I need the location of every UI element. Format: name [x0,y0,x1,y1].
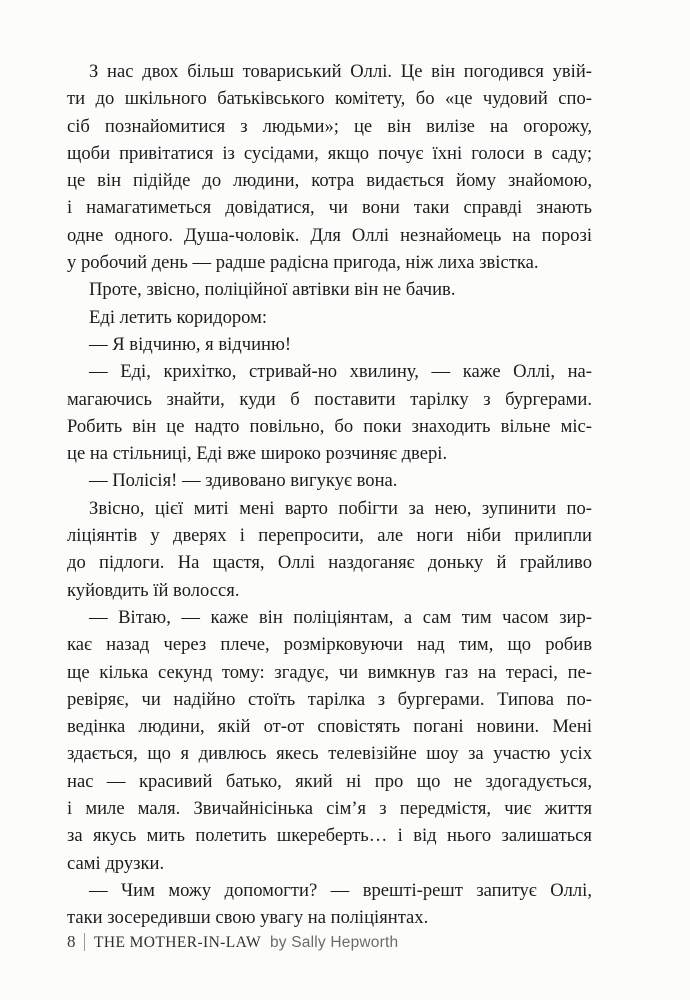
text-line: щоби привітатися із сусідами, якщо почує їхні голоси в саду; [67,142,592,164]
text-line: — Чим можу допомогти? — врешті-решт запитує Оллі, [89,879,592,901]
text-line: куйовдить їй волосся. [67,579,240,601]
text-line: здається, що я дивлюсь якесь телевізійне шоу за участю усіх [67,743,592,765]
text-line: одне одного. Душа-чоловік. Для Оллі незнайомець на порозі [67,224,592,246]
text-line: за якусь мить полетить шкереберть… і від нього залишаться [67,825,592,847]
text-line: Проте, звісно, поліційної автівки він не бачив. [89,279,456,301]
text-line: таки зосередивши свою увагу на поліціянтах. [67,907,429,929]
text-line: до підлоги. На щастя, Оллі наздоганяє доньку й грайливо [67,552,592,574]
text-line: ліціянтів у дверях і перепросити, але ноги ніби прилипли [67,525,592,547]
text-line: ти до шкільного батьківського комітету, бо «це чудовий спо- [67,88,592,110]
text-line: це він підійде до людини, котра видається йому знайомою, [67,170,592,192]
text-line: Звісно, цієї миті мені варто побігти за нею, зупинити по- [89,497,592,519]
text-line: нас — красивий батько, який ні про що не здогадується, [67,770,592,792]
author-credit: by Sally Hepworth [269,934,399,951]
text-line: — Я відчиню, я відчиню! [89,333,292,355]
page-number: 8 [67,932,76,951]
text-line: кає назад через плече, розмірковуючи над тим, що робив [67,634,592,656]
text-line: це на стільниці, Еді вже широко розчиняє двері. [67,443,448,465]
text-line: — Полісія! — здивовано вигукує вона. [89,470,398,492]
text-line: — Вітаю, — каже він поліціянтам, а сам тим часом зир- [89,606,592,628]
text-line: ще кілька секунд тому: згадує, чи вимкнув газ на терасі, пе- [67,661,592,683]
book-title: THE MOTHER-IN-LAW [94,934,261,951]
text-line: Еді летить коридором: [89,306,268,328]
text-line: магаючись знайти, куди б поставити тарілку з бургерами. [67,388,592,410]
text-line: Робить він це надто повільно, бо поки знаходить вільне міс- [67,415,592,437]
text-line: ведінка людини, якій от-от сповістять погані новини. Мені [67,716,592,738]
page-text-block [67,58,592,932]
text-line: і намагатиметься довідатися, чи вони таки справді знають [67,197,592,219]
text-line: самі друзки. [67,852,165,874]
text-line: і миле маля. Звичайнісінька сім’я з передмістя, чиє життя [67,798,592,820]
footer-divider [84,933,85,951]
page-footer [67,932,398,952]
text-line: ревіряє, чи надійно стоїть тарілка з бургерами. Типова по- [67,688,592,710]
text-line: З нас двох більш товариський Оллі. Це він погодився увій- [89,61,592,82]
text-line: сіб познайомитися з людьми»; це він вилізе на огорожу, [67,115,592,137]
text-line: у робочий день — радше радісна пригода, ніж лиха звістка. [67,252,539,274]
text-line: — Еді, крихітко, стривай-но хвилину, — каже Оллі, на- [89,361,592,383]
